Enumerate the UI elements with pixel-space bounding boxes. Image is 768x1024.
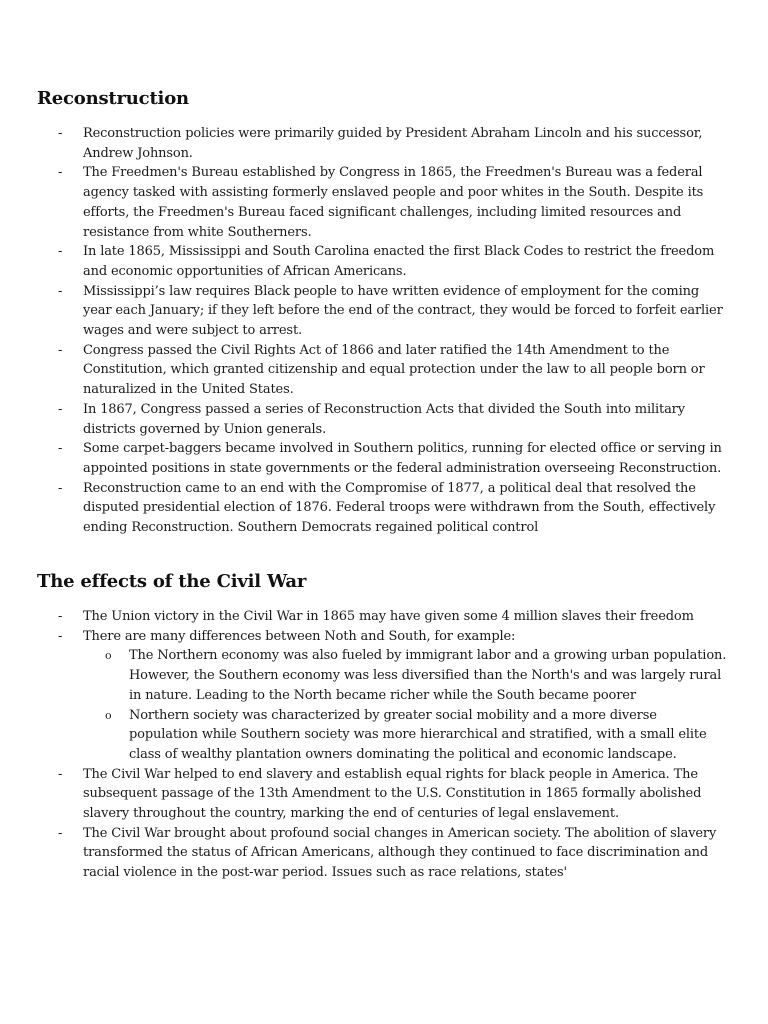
- dash-marker: -: [58, 825, 63, 841]
- dash-marker: -: [58, 126, 63, 141]
- dash-marker: -: [58, 283, 63, 299]
- circle-bullet-marker: o: [105, 708, 112, 722]
- dash-marker: -: [58, 441, 63, 457]
- section-effects-of-civil-war: [37, 569, 727, 883]
- list-item-text: The Freedmen's Bureau established by Congress in 1865, the Freedmen's Bureau was a federal agency tasked with assisting formerly enslaved people and poor whites in the South. Despite its efforts, the Freedmen's Bureau faced significant challenges, including limited resources and resistance from white Southerners.: [83, 165, 704, 240]
- section-reconstruction: [37, 86, 727, 538]
- bullet-list: [37, 607, 727, 883]
- list-item: [37, 627, 727, 765]
- list-item-text: Congress passed the Civil Rights Act of 1866 and later ratified the 14th Amendment to the Constitution, which granted citizenship and equal protection under the law to all people born or naturalized in the United States.: [83, 342, 705, 398]
- sub-list-item-text: The Northern economy was also fueled by immigrant labor and a growing urban population. However, the Southern economy was less diversified than the North's and was largely rural in nature. Leading to the North became richer while the South became poorer: [129, 648, 727, 703]
- section-heading: Reconstruction: [37, 88, 189, 109]
- list-item-text: Reconstruction came to an end with the Compromise of 1877, a political deal that resolved the disputed presidential election of 1876. Federal troops were withdrawn from the South, effectively ending Reconstruction. Southern Democrats regained political control: [83, 480, 716, 536]
- list-item: [37, 163, 727, 242]
- list-item: [37, 479, 727, 538]
- sub-bullet-list: [83, 646, 727, 764]
- list-item-text: The Civil War helped to end slavery and establish equal rights for black people in America. The subsequent passage of the 13th Amendment to the U.S. Constitution in 1865 formally abolished slavery throughout the country, marking the end of centuries of legal enslavement.: [83, 766, 702, 822]
- dash-marker: -: [58, 766, 63, 782]
- dash-marker: -: [58, 342, 63, 358]
- list-item-text: In 1867, Congress passed a series of Reconstruction Acts that divided the South into military districts governed by Union generals.: [83, 401, 685, 437]
- list-item: [37, 242, 727, 281]
- list-item: [37, 607, 727, 627]
- sub-list-item-text: Northern society was characterized by greater social mobility and a more diverse population while Southern society was more hierarchical and stratified, with a small elite class of wealthy plantation owners dominating the political and economic landscape.: [129, 707, 707, 762]
- list-item-text: The Union victory in the Civil War in 1865 may have given some 4 million slaves their freedom: [83, 609, 694, 624]
- list-item-text: The Civil War brought about profound social changes in American society. The abolition of slavery transformed the status of African Americans, although they continued to face discrimination and racial violence in the post-war period. Issues such as race relations, states': [83, 825, 717, 881]
- list-item: [37, 824, 727, 883]
- list-item: [37, 282, 727, 341]
- sub-list-item: [83, 646, 727, 705]
- list-item: [37, 124, 727, 163]
- list-item-text: Some carpet-baggers became involved in Southern politics, running for elected office or serving in appointed positions in state governments or the federal administration overseeing Reconstruction.: [83, 441, 722, 476]
- dash-marker: -: [58, 609, 63, 624]
- dash-marker: -: [58, 244, 63, 260]
- list-item-text: Mississippi’s law requires Black people to have written evidence of employment for the coming year each January; if they left before the end of the contract, they would be forced to forfeit earlier wages and were subject to arrest.: [83, 283, 723, 339]
- circle-bullet-marker: o: [105, 649, 112, 663]
- list-item: [37, 400, 727, 439]
- sub-list-item: [83, 706, 727, 765]
- list-item: [37, 439, 727, 478]
- section-heading: The effects of the Civil War: [37, 571, 307, 592]
- bullet-list: [37, 124, 727, 538]
- list-item-text: There are many differences between Noth and South, for example:: [83, 628, 516, 644]
- list-item-text: In late 1865, Mississippi and South Carolina enacted the first Black Codes to restrict the freedom and economic opportunities of African Americans.: [83, 244, 715, 279]
- list-item: [37, 341, 727, 400]
- list-item-text: Reconstruction policies were primarily guided by President Abraham Lincoln and his successor, Andrew Johnson.: [83, 126, 703, 161]
- dash-marker: -: [58, 480, 63, 496]
- dash-marker: -: [58, 628, 63, 644]
- dash-marker: -: [58, 165, 63, 181]
- list-item: [37, 765, 727, 824]
- dash-marker: -: [58, 401, 63, 417]
